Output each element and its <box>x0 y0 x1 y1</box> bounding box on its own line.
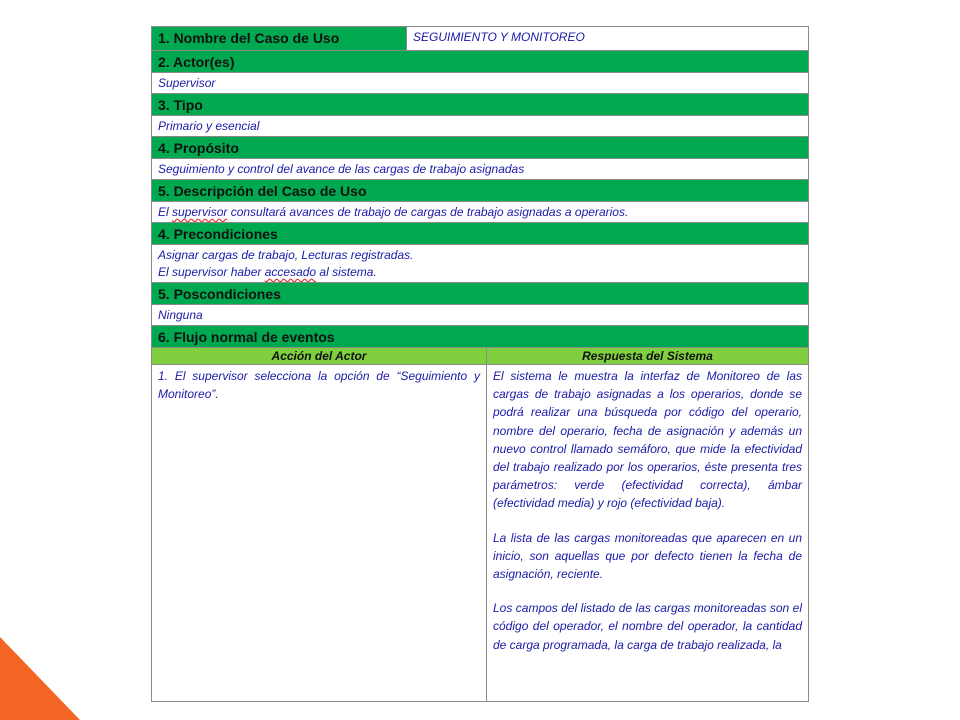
flow-steps-row <box>152 365 808 701</box>
normal-flow-header: 6. Flujo normal de eventos <box>152 326 808 348</box>
description-header: 5. Descripción del Caso de Uso <box>152 180 808 202</box>
system-response-cell <box>487 365 808 701</box>
actor-step-1: 1. El supervisor selecciona la opción de “Seguimiento y Monitoreo”. <box>158 369 480 402</box>
actor-action-cell <box>152 365 487 701</box>
description-text: El supervisor consultará avances de trabajo de cargas de trabajo asignadas a operarios. <box>158 205 629 219</box>
system-response-paragraph-1: El sistema le muestra la interfaz de Monitoreo de las cargas de trabajo asignadas a los operarios, donde se podrá realizar una búsqueda por código del operario, nombre del operario, fecha de asignación y además un nuevo control llamado semáforo, que mide la efectividad del trabajo realizado por los operarios, éste presenta tres parámetros: verde (efectividad correcta), ámbar (efectividad media) y rojo (efectividad baja). <box>493 369 802 511</box>
system-response-paragraph-3: Los campos del listado de las cargas monitoreadas son el código del operador, el nombre del operador, la cantidad de carga programada, la carga de trabajo realizada, la <box>493 601 802 652</box>
purpose-header: 4. Propósito <box>152 137 808 159</box>
postconditions-value: Ninguna <box>152 305 808 326</box>
system-response-paragraph-2: La lista de las cargas monitoreadas que aparecen en un inicio, son aquellas que por defecto tienen la fecha de asignación, reciente. <box>493 530 802 582</box>
use-case-name-value: SEGUIMIENTO Y MONITOREO <box>407 27 808 50</box>
description-value <box>152 202 808 223</box>
preconditions-header: 4. Precondiciones <box>152 223 808 245</box>
use-case-table <box>151 26 809 702</box>
type-value: Primario y esencial <box>152 116 808 137</box>
flow-column-headers <box>152 348 808 365</box>
actor-action-column-header: Acción del Actor <box>152 348 487 364</box>
postconditions-header: 5. Poscondiciones <box>152 283 808 305</box>
use-case-name-row <box>152 27 808 51</box>
system-response-column-header: Respuesta del Sistema <box>487 348 808 364</box>
actors-value: Supervisor <box>152 73 808 94</box>
use-case-name-label: 1. Nombre del Caso de Uso <box>152 27 407 50</box>
type-header: 3. Tipo <box>152 94 808 116</box>
actors-header: 2. Actor(es) <box>152 51 808 73</box>
precondition-line-1: Asignar cargas de trabajo, Lecturas registradas. <box>158 248 414 262</box>
precondition-line-2: El supervisor haber accesado al sistema. <box>158 265 377 279</box>
purpose-value: Seguimiento y control del avance de las cargas de trabajo asignadas <box>152 159 808 180</box>
preconditions-value <box>152 245 808 283</box>
